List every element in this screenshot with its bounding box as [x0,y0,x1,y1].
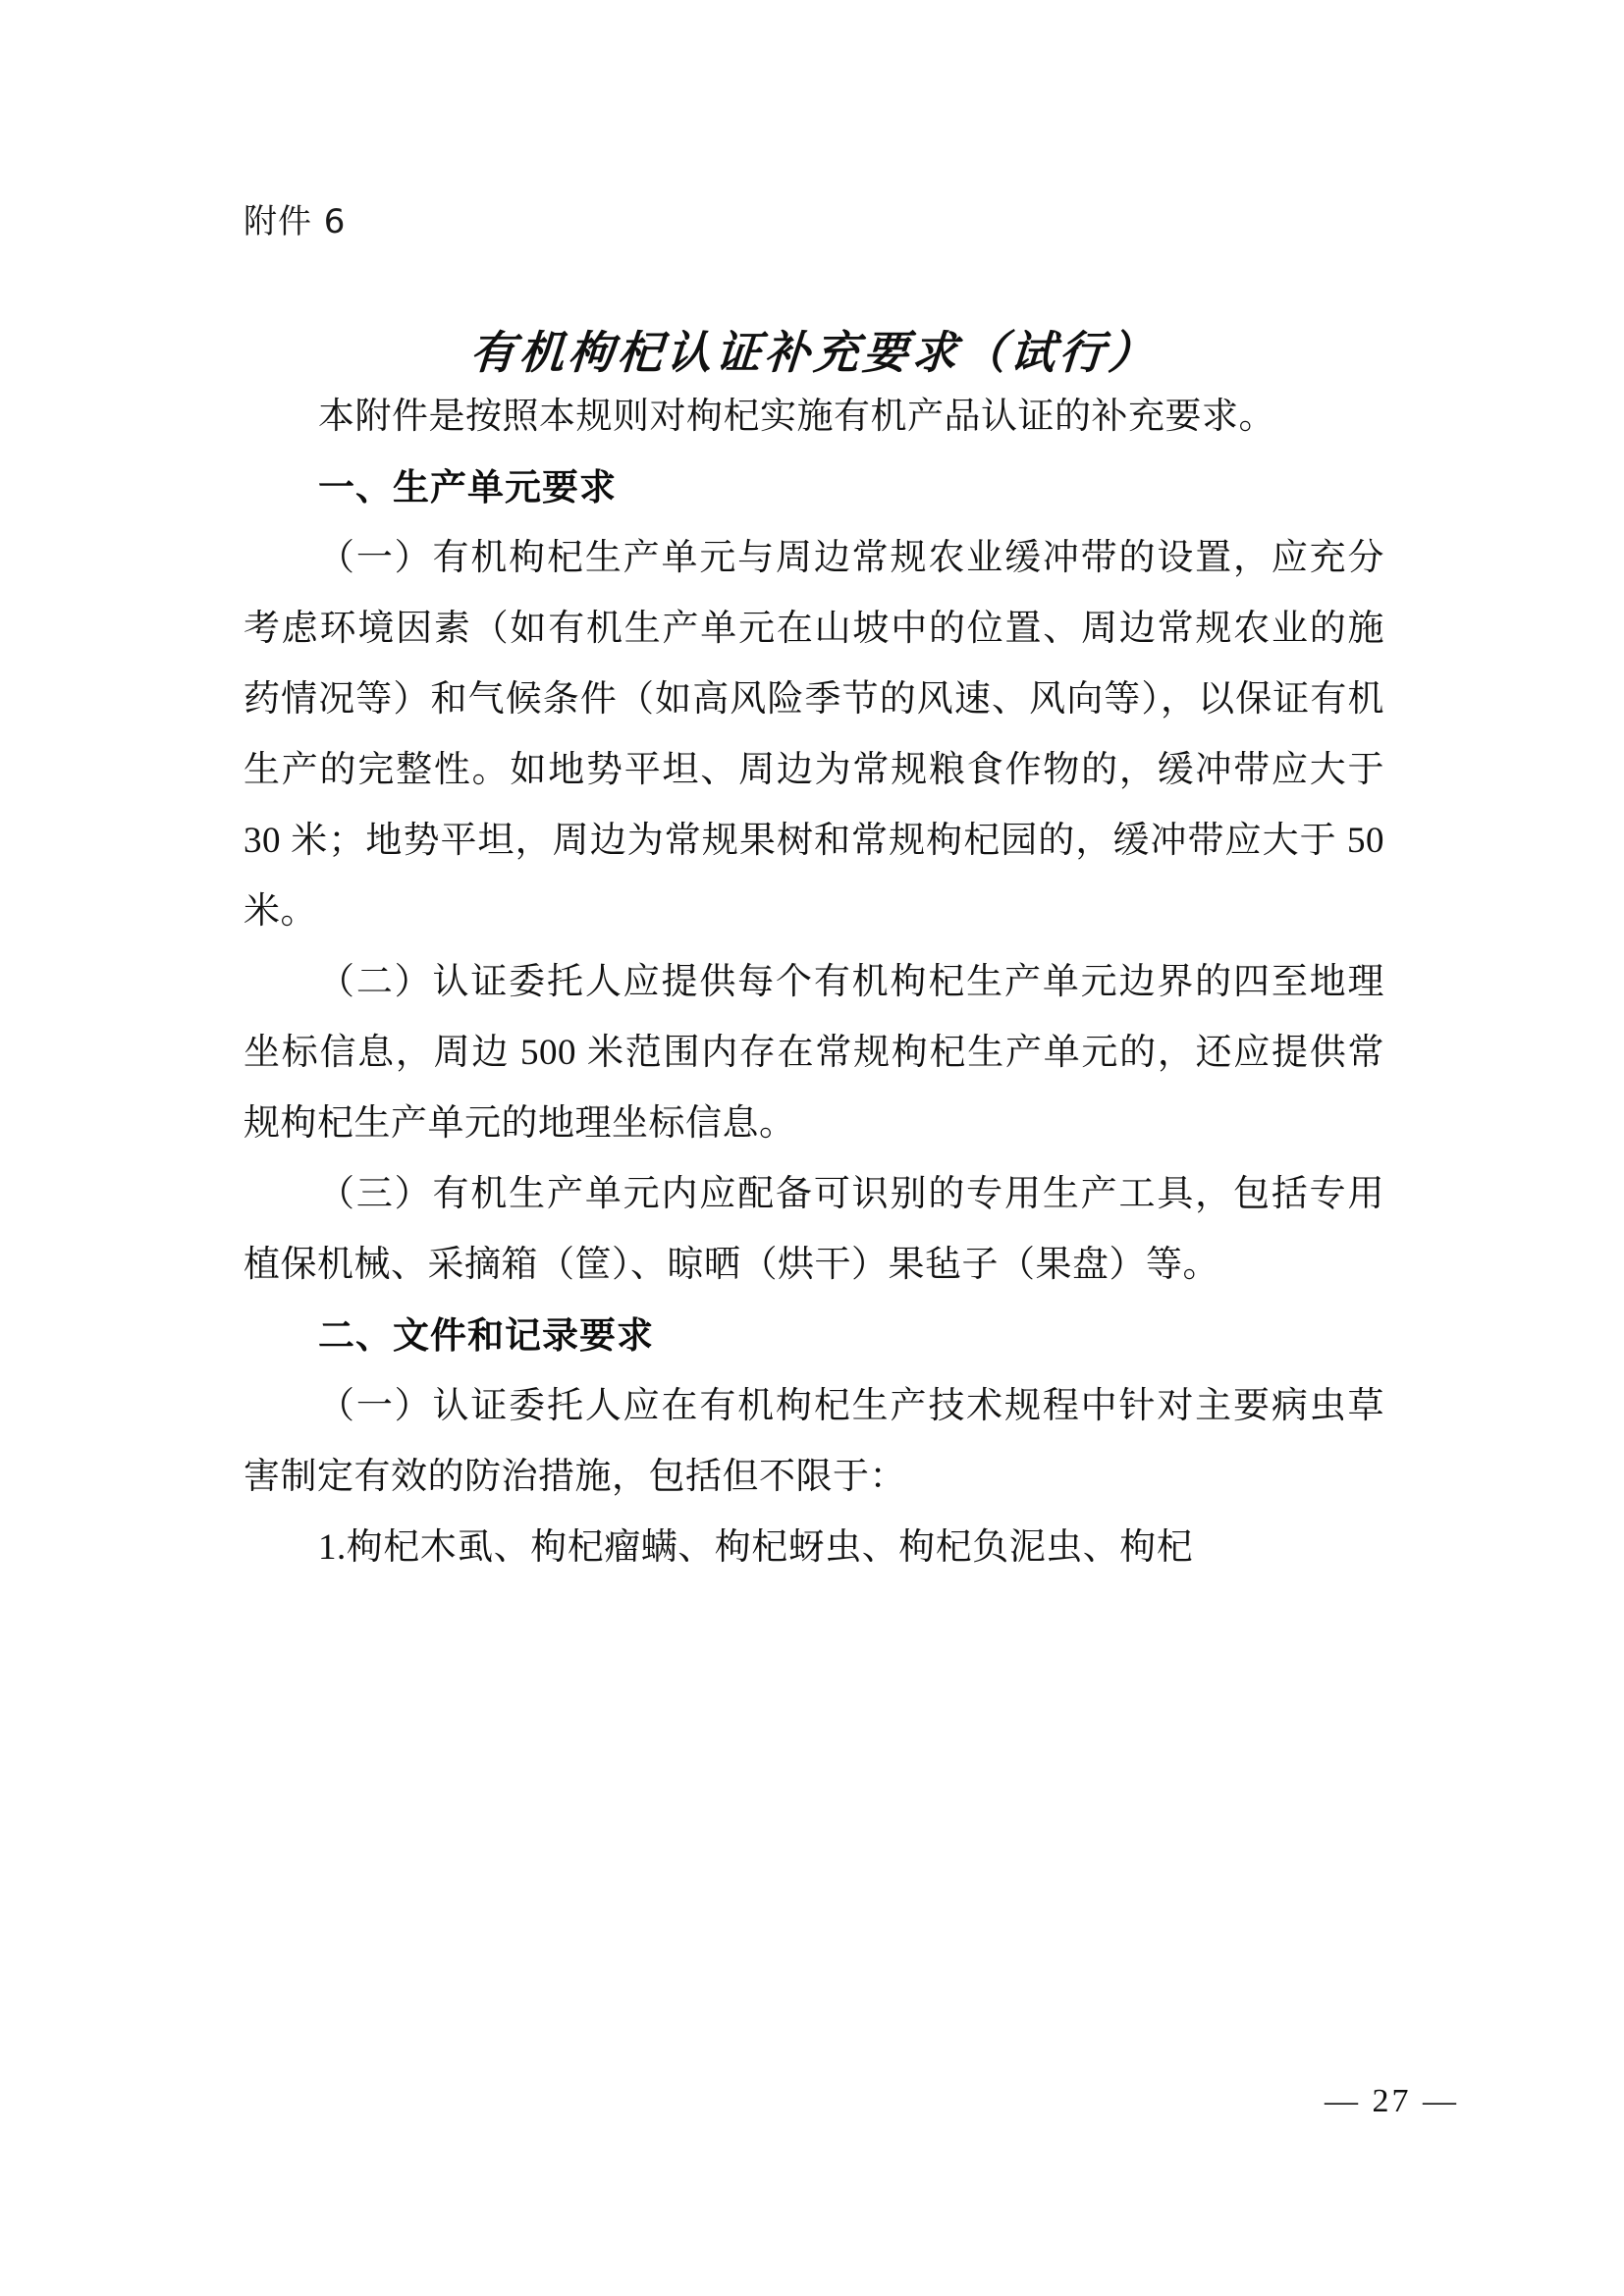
section-1-paragraph-1: （一）有机枸杞生产单元与周边常规农业缓冲带的设置，应充分考虑环境因素（如有机生产单元在山坡中的位置、周边常规农业的施药情况等）和气候条件（如高风险季节的风速、风向等），以保证有机生产的完整性。如地势平坦、周边为常规粮食作物的，缓冲带应大于 30 米；地势平坦，周边为常规果树和常规枸杞园的，缓冲带应大于 50 米。 [244,537,1384,932]
section-heading-2: 二、文件和记录要求 [318,1313,654,1357]
section-1-paragraph-3: （三）有机生产单元内应配备可识别的专用生产工具，包括专用植保机械、采摘箱（筐）、晾晒（烘干）果毡子（果盘）等。 [244,1173,1384,1285]
section-2-paragraph-1: （一）认证委托人应在有机枸杞生产技术规程中针对主要病虫草害制定有效的防治措施，包括但不限于： [244,1385,1384,1497]
section-2-list-item-1: 1.枸杞木虱、枸杞瘤螨、枸杞蚜虫、枸杞负泥虫、枸杞 [318,1526,1194,1568]
page-number: — 27 — [1325,2083,1459,2119]
section-1-paragraph-2: （二）认证委托人应提供每个有机枸杞生产单元边界的四至地理坐标信息，周边 500 米范围内存在常规枸杞生产单元的，还应提供常规枸杞生产单元的地理坐标信息。 [244,961,1384,1144]
section-heading-1: 一、生产单元要求 [318,465,617,508]
page-title: 有机枸杞认证补充要求（试行） [467,325,1160,379]
attachment-label: 附件 6 [244,202,347,241]
page-content [244,202,1384,1583]
intro-paragraph: 本附件是按照本规则对枸杞实施有机产品认证的补充要求。 [318,396,1275,437]
